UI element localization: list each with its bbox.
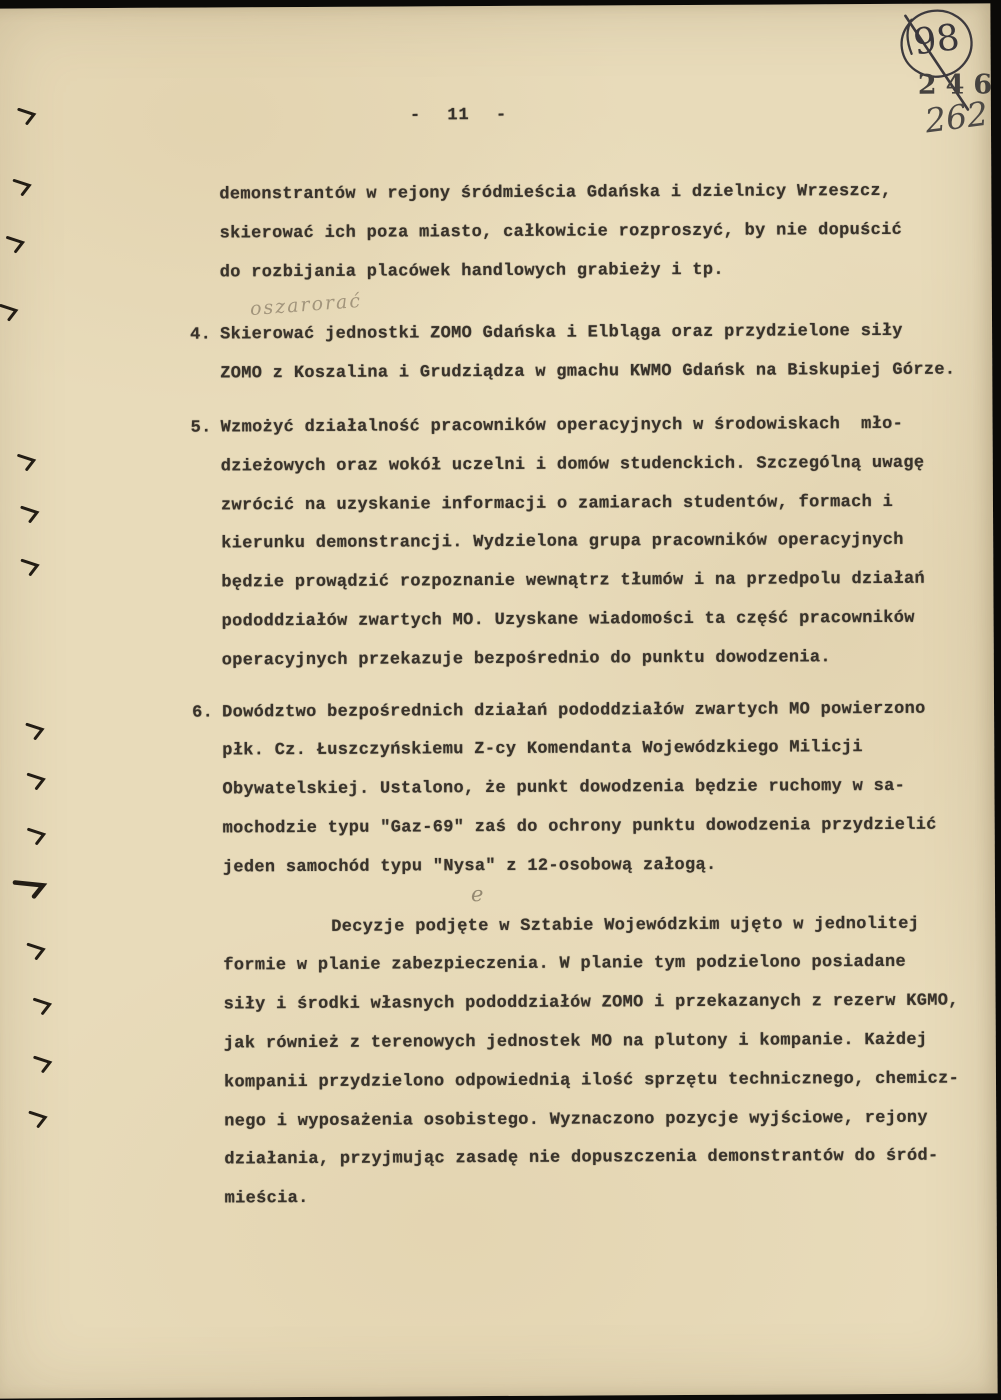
text-line: kierunku demonstrancji. Wydzielona grupa pracowników operacyjnych [221, 531, 904, 554]
list-number: 4. [190, 325, 212, 345]
text-line: Wzmożyć działalność pracowników operacyjnych w środowiskach mło- [220, 414, 904, 438]
text-line: demonstrantów w rejony śródmieścia Gdańska i dzielnicy Wrzeszcz, [219, 181, 892, 205]
text-line: będzie prowądzić rozpoznanie wewnątrz tłumów i na przedpolu działań [221, 569, 926, 593]
list-number: 5. [190, 418, 212, 438]
text-line: jak również z terenowych jednostek MO na plutony i kompanie. Każdej [223, 1030, 928, 1054]
paragraph [190, 405, 981, 681]
paragraph [192, 690, 983, 888]
text-line: mieścia. [224, 1189, 309, 1209]
list-number: 6. [192, 703, 214, 723]
paragraph [219, 172, 980, 292]
text-line: Skierować jednostki ZOMO Gdańska i Elbląga oraz przydzielone siły [220, 322, 903, 345]
text-line: pododdziałów zwartych MO. Uzyskane wiadomości ta część pracowników [221, 608, 915, 632]
text-line: Decyzje podjęte w Sztabie Wojewódzkim ujęto w jednolitej [331, 914, 920, 937]
paragraph [223, 905, 985, 1219]
binding-hole-marks [0, 109, 50, 1126]
text-line: Obywatelskiej. Ustalono, że punkt dowodzenia będzie ruchomy w sa- [222, 777, 906, 800]
text-line: siły i środki własnych pododdziałów ZOMO i przekazanych z rezerw KGMO, [223, 991, 959, 1015]
text-line: jeden samochód typu "Nysa" z 12-osobową załogą. [222, 855, 717, 878]
stamped-archival-number: 246 [917, 69, 1001, 101]
text-line: ZOMO z Koszalina i Grudziądza w gmachu KWMO Gdańsk na Biskupiej Górze. [220, 360, 956, 384]
text-line: dzieżowych oraz wokół uczelni i domów studenckich. Szczególną uwagę [220, 453, 925, 477]
pencil-inline-correction: e [470, 882, 484, 907]
text-line: skierować ich poza miasto, całkowicie rozproszyć, by nie dopuścić [219, 220, 903, 244]
pencil-margin-note: oszarorać [249, 289, 363, 321]
text-line: do rozbijania placówek handlowych grabieży i tp. [219, 260, 724, 283]
text-line: mochodzie typu "Gaz-69" zaś do ochrony punktu dowodzenia przydzielić [222, 815, 937, 839]
text-line: formie w planie zabezpieczenia. W planie tym podzielono posiadane [223, 953, 907, 976]
text-line: działania, przyjmując zasadę nie dopuszczenia demonstrantów do śród- [224, 1147, 939, 1170]
typewritten-text-body [190, 172, 984, 1219]
text-line: kompanii przydzielono odpowiednią ilość sprzętu technicznego, chemicz- [223, 1069, 960, 1093]
text-line: płk. Cz. Łuszczyńskiemu Z-cy Komendanta Wojewódzkiego Milicji [222, 738, 863, 761]
circled-archival-number: 98 [911, 16, 962, 64]
handwritten-archival-number: 262 [922, 93, 991, 141]
paragraph [190, 313, 980, 395]
text-line: nego i wyposażenia osobistego. Wyznaczono pozycje wyjściowe, rejony [224, 1108, 928, 1131]
text-line: operacyjnych przekazuje bezpośrednio do punktu dowodzenia. [221, 648, 831, 671]
text-line: Dowództwo bezpośrednich działań pododdziałów zwartych MO powierzono [222, 699, 926, 722]
paper-sheet [0, 3, 1001, 1398]
text-line: zwrócić na uzyskanie informacji o zamiarach studentów, formach i [220, 492, 894, 516]
page-number: - 11 - [409, 105, 508, 126]
